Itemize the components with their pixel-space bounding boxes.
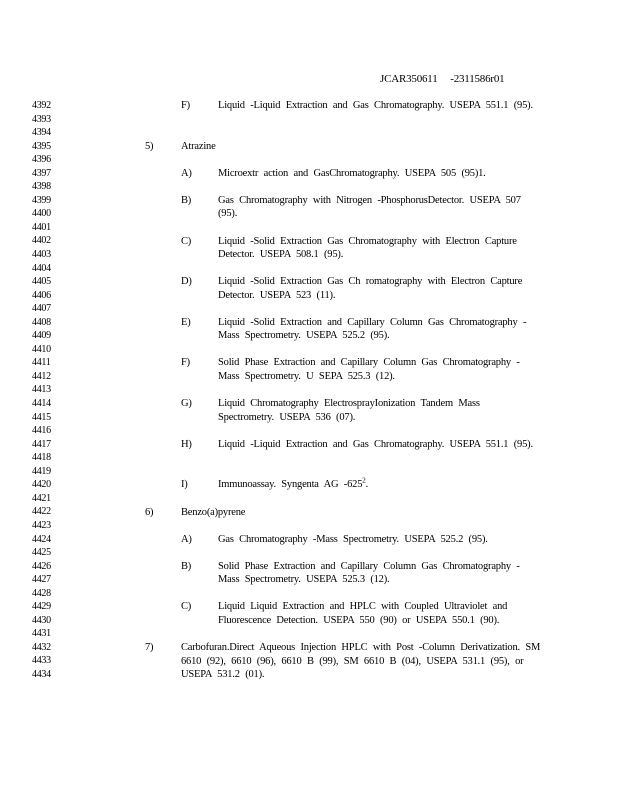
line-number: 4414: [32, 398, 51, 410]
line-number: 4396: [32, 154, 51, 166]
list-marker: A): [181, 533, 192, 545]
line-number: 4395: [32, 140, 51, 152]
line-number: 4405: [32, 276, 51, 288]
method-text: Atrazine: [181, 140, 216, 152]
method-text: Liquid -Liquid Extraction and Gas Chromatography. USEPA 551.1 (95).: [218, 100, 533, 111]
line-number: 4416: [32, 425, 51, 437]
list-marker: C): [181, 601, 192, 613]
line-number: 4410: [32, 343, 51, 355]
line-number: 4402: [32, 235, 51, 247]
list-item-text: [218, 167, 536, 181]
list-item-text: [218, 194, 536, 221]
method-text: Liquid -Liquid Extraction and Gas Chromatography. USEPA 551.1 (95).: [218, 438, 533, 450]
line-number: 4413: [32, 384, 51, 396]
line-number: 4422: [32, 506, 51, 518]
list-marker: G): [181, 398, 192, 410]
line-number: 4406: [32, 289, 51, 301]
line-number: 4393: [32, 113, 51, 125]
method-text: Microextr action and GasChromatography. USEPA 505 (95)1.: [218, 167, 486, 179]
trailing-punctuation: .: [365, 479, 369, 491]
line-number: 4429: [32, 601, 51, 613]
line-number: 4401: [32, 221, 51, 233]
line-number: 4417: [32, 438, 51, 450]
line-number: 4428: [32, 587, 51, 599]
method-text: Liquid -Solid Extraction Gas Ch romatography with Electron Capture Detector. USEPA 523 (11).: [218, 276, 523, 301]
line-number: 4426: [32, 560, 51, 572]
method-text: Carbofuran.Direct Aqueous Injection HPLC with Post -Column Derivatization. SM 6610 (92), 6610 (96), 6610 B (99), SM 6610 B (04), USEPA 531.1 (95), or USEPA 531.2 (01).: [181, 642, 541, 681]
method-text: Benzo(a)pyrene: [181, 506, 246, 518]
line-number: 4407: [32, 303, 51, 315]
line-number: 4403: [32, 249, 51, 261]
line-number: 4423: [32, 519, 51, 531]
line-number: 4408: [32, 316, 51, 328]
list-marker: H): [181, 438, 192, 450]
line-number: 4404: [32, 262, 51, 274]
line-number: 4433: [32, 655, 51, 667]
line-number: 4432: [32, 641, 51, 653]
line-number: 4419: [32, 465, 51, 477]
line-number: 4434: [32, 668, 51, 680]
list-item-text: [218, 560, 536, 587]
list-marker: B): [181, 560, 192, 572]
list-item-text: [218, 356, 536, 383]
list-marker: I): [181, 479, 188, 491]
line-number: 4420: [32, 479, 51, 491]
line-number: 4430: [32, 614, 51, 626]
list-marker: 5): [145, 140, 154, 152]
list-marker: F): [181, 100, 190, 111]
line-number: 4411: [32, 357, 51, 369]
list-marker: D): [181, 276, 192, 288]
line-number: 4398: [32, 181, 51, 193]
list-item-text: [181, 140, 541, 154]
method-text: Gas Chromatography with Nitrogen -PhosphorusDetector. USEPA 507 (95).: [218, 194, 521, 220]
list-marker: B): [181, 194, 192, 206]
list-marker: C): [181, 235, 192, 247]
line-number: 4418: [32, 452, 51, 464]
line-number: 4424: [32, 533, 51, 545]
list-item-text: [218, 235, 536, 262]
list-item-text: [218, 99, 536, 113]
method-text: Liquid -Solid Extraction Gas Chromatography with Electron Capture Detector. USEPA 508.1 (95).: [218, 235, 517, 261]
line-number: 4412: [32, 370, 51, 382]
list-item-text: [218, 600, 536, 627]
footnote-ref: 2: [362, 476, 366, 485]
list-item-text: [218, 438, 536, 452]
line-number-column: [32, 99, 72, 682]
method-text: Gas Chromatography -Mass Spectrometry. USEPA 525.2 (95).: [218, 533, 488, 545]
line-number: 4421: [32, 492, 51, 504]
list-item-text: [218, 316, 536, 343]
line-number: 4409: [32, 330, 51, 342]
list-item-text: [181, 641, 541, 682]
method-text: Liquid -Solid Extraction and Capillary Column Gas Chromatography -Mass Spectrometry. USEPA 525.2 (95).: [218, 316, 527, 342]
list-marker: F): [181, 357, 190, 369]
line-number: 4425: [32, 547, 51, 559]
list-item-text: [218, 397, 536, 424]
line-number: 4394: [32, 127, 51, 139]
method-text: Solid Phase Extraction and Capillary Column Gas Chromatography -Mass Spectrometry. USEPA 525.3 (12).: [218, 560, 520, 586]
list-item-text: [181, 506, 541, 520]
method-text: Immunoassay. Syngenta AG -625: [218, 479, 363, 491]
line-number: 4415: [32, 411, 51, 423]
line-number: 4400: [32, 208, 51, 220]
list-item-text: [218, 275, 536, 302]
line-number: 4427: [32, 574, 51, 586]
line-number: 4431: [32, 628, 51, 640]
list-marker: E): [181, 316, 191, 328]
method-text: Liquid Liquid Extraction and HPLC with Coupled Ultraviolet and Fluorescence Detection. USEPA 550 (90) or USEPA 550.1 (90).: [218, 601, 508, 626]
list-marker: 7): [145, 642, 154, 653]
line-number: 4397: [32, 167, 51, 179]
list-marker: 6): [145, 506, 154, 518]
method-text: Liquid Chromatography ElectrosprayIonization Tandem Mass Spectrometry. USEPA 536 (07).: [218, 398, 480, 423]
list-item-text: [218, 478, 536, 492]
method-text: Solid Phase Extraction and Capillary Column Gas Chromatography -Mass Spectrometry. U SEPA 525.3 (12).: [218, 357, 520, 382]
line-number: 4399: [32, 194, 51, 206]
list-item-text: [218, 533, 536, 547]
line-number: 4392: [32, 100, 51, 111]
document-id-header: JCAR350611 -2311586r01: [380, 73, 505, 85]
list-marker: A): [181, 167, 192, 179]
